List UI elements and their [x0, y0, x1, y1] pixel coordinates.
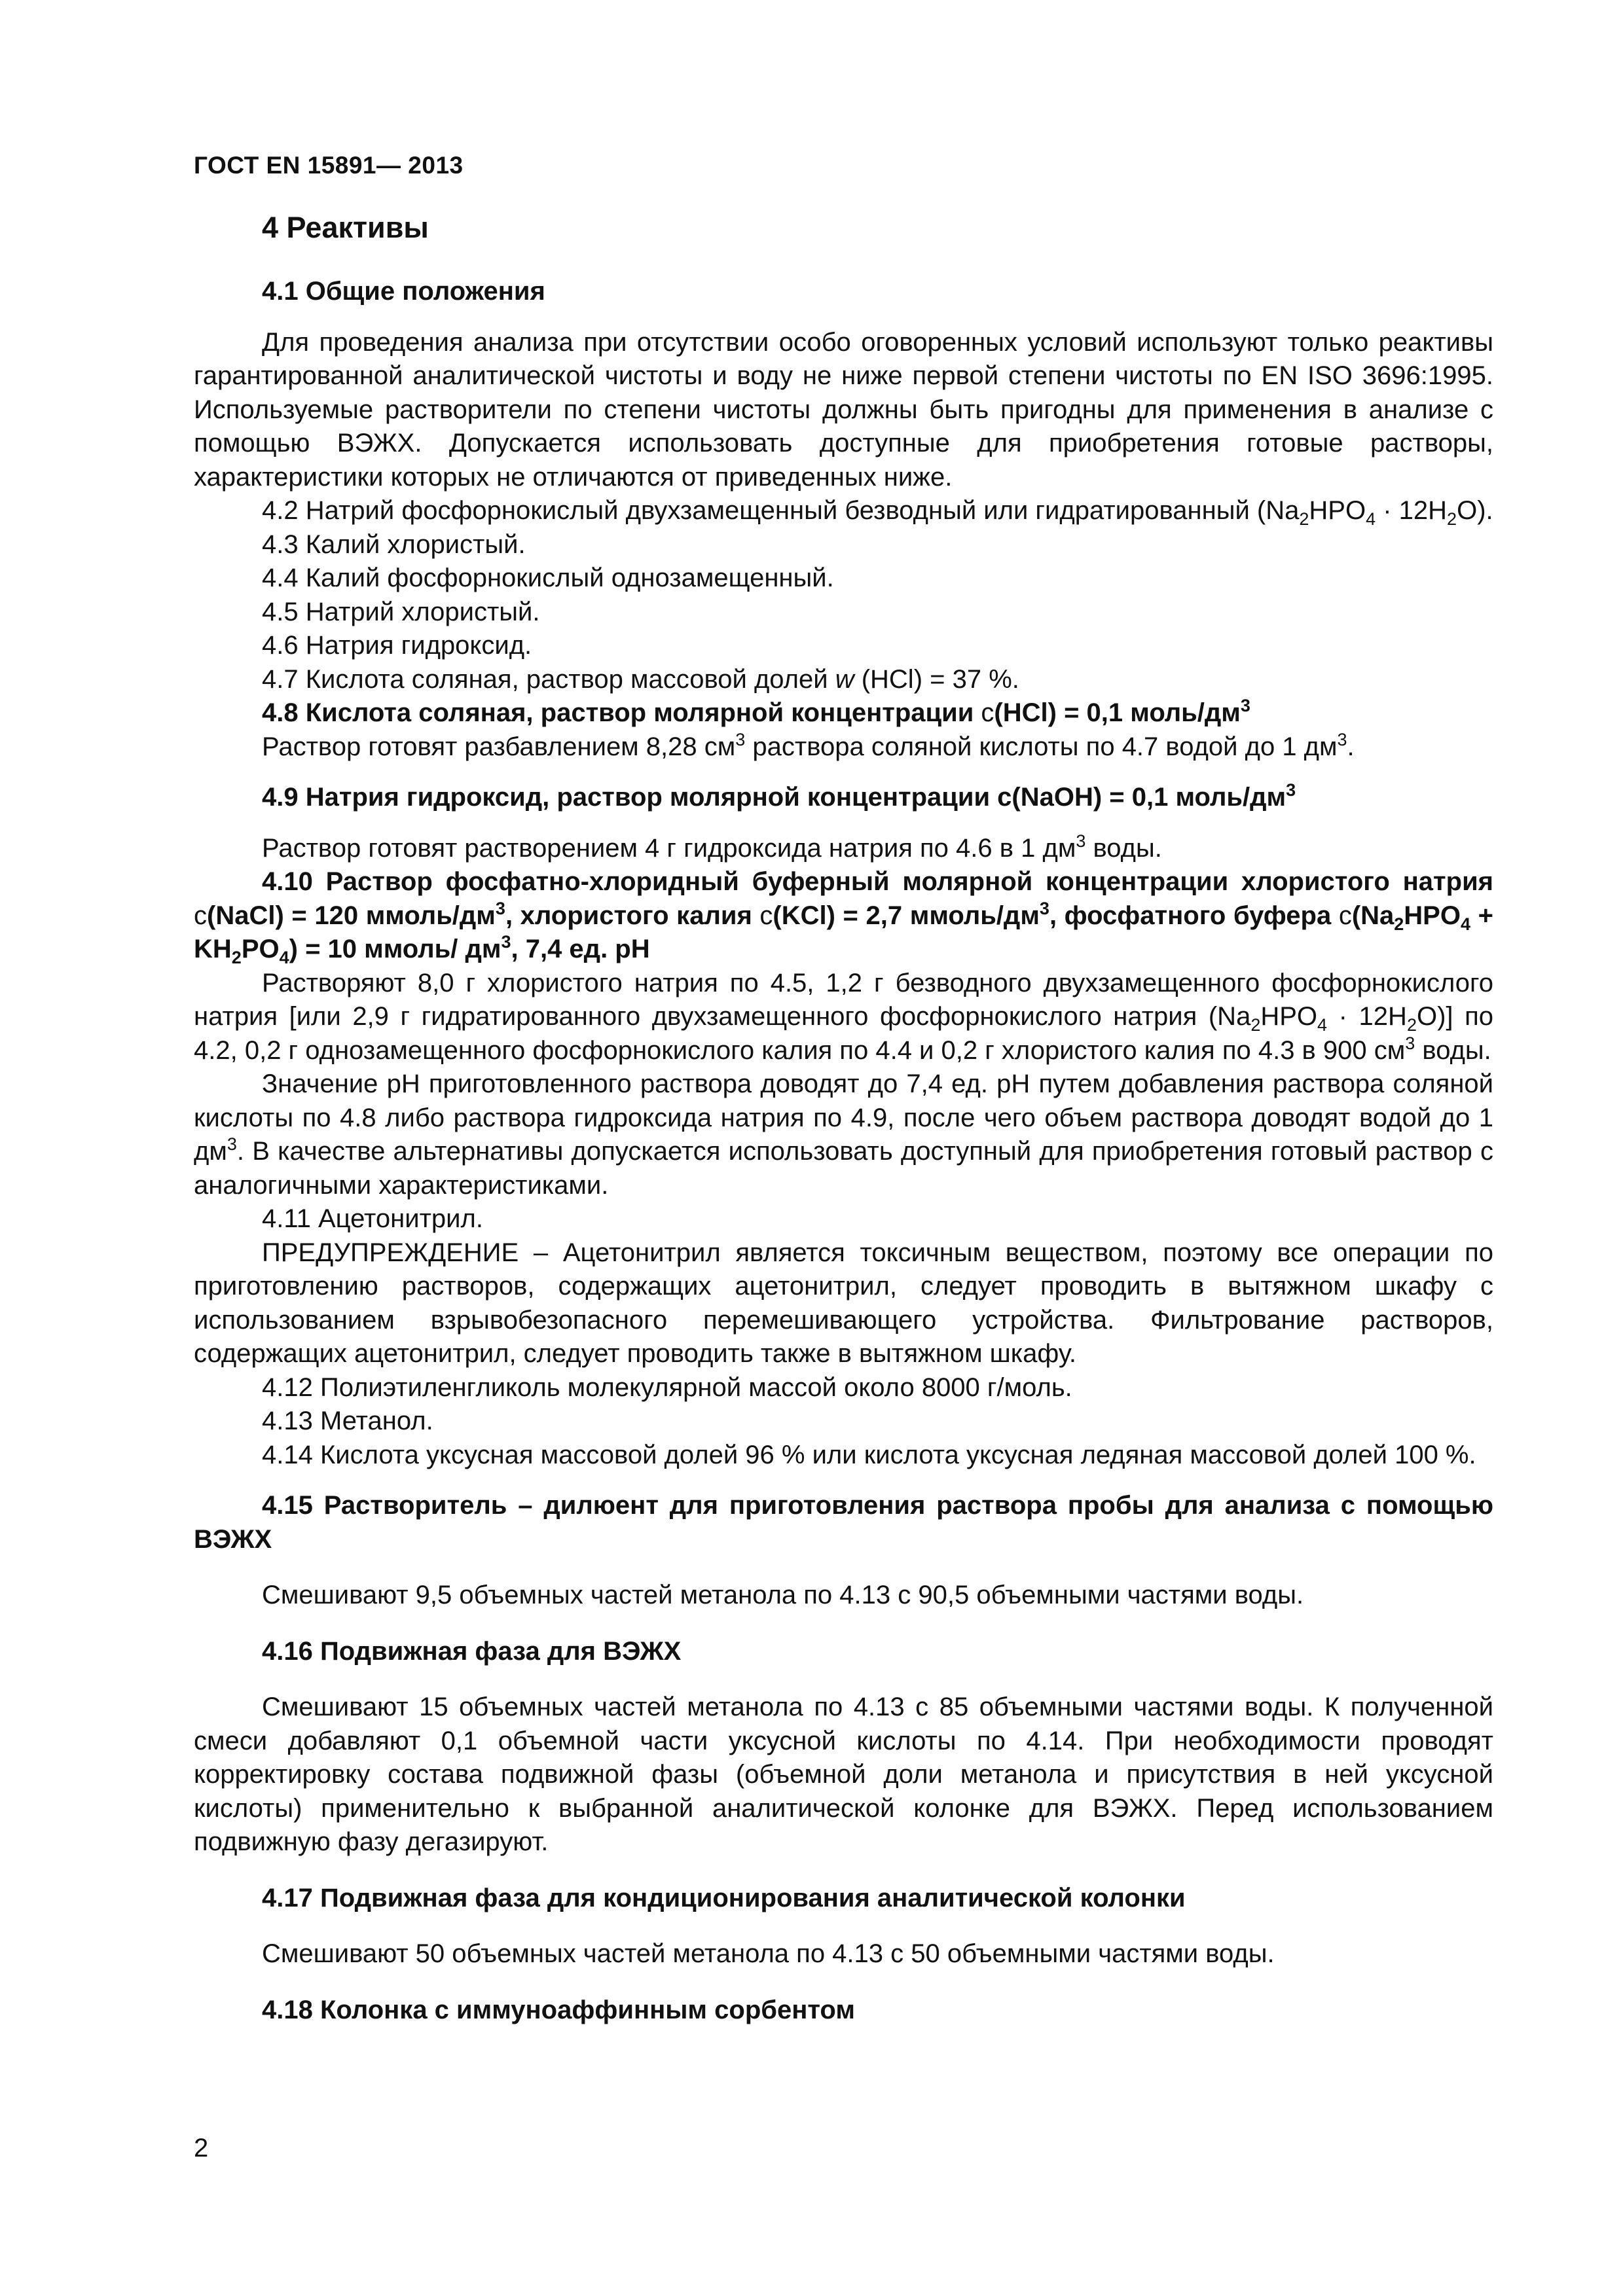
heading-4-10: 4.10 Раствор фосфатно-хлоридный буферный молярной концентрации хлористого натрия с(NaCl) = 120 ммоль/$дм^3$, хлористого калия с(KCl) = 2,7 ммоль/$дм^3$, фосфатного буфера $с(Na_2HPO_4 + KH_2PO_4) = 10$ ммоль/ $дм^3$, 7,4 ед. pH: [194, 867, 1493, 967]
paragraph-4-2: 4.2 Натрий фосфорнокислый двухзамещенный безводный или гидратированный $(Na_2HPO_4 \cdot 12H_2O)$.: [262, 496, 1493, 529]
paragraph-4-1: Для проведения анализа при отсутствии особо оговоренных условий используют только реактивы гарантированной аналитической чистоты и воду не ниже первой степени чистоты по EN ISO 3696:1995. Используемые растворители по степени чистоты должны быть пригодны для применения в анализе с помощью ВЭЖХ. Допускается использовать доступные для приобретения готовые растворы, характеристики которых не отличаются от приведенных ниже.: [194, 327, 1493, 492]
paragraph-4-3: 4.3 Калий хлористый.: [262, 529, 526, 559]
paragraph-4-4: 4.4 Калий фосфорнокислый однозамещенный.: [262, 564, 834, 592]
paragraph-4-8: Раствор готовят разбавлением 8,28 $см^3$ раствора соляной кислоты по 4.7 водой до 1 $дм^3$.: [262, 729, 1355, 761]
paragraph-4-17: Смешивают 50 объемных частей метанола по 4.13 с 50 объемными частями воды.: [262, 1939, 1275, 1968]
heading-4-17: 4.17 Подвижная фаза для кондиционирования аналитической колонки: [262, 1883, 1186, 1912]
paragraph-4-7: 4.7 Кислота соляная, раствор массовой долей w (HCl) = 37 %.: [262, 664, 1019, 694]
heading-4-16: 4.16 Подвижная фаза для ВЭЖХ: [262, 1636, 682, 1666]
paragraph-4-14: 4.14 Кислота уксусная массовой долей 96 % или кислота уксусная ледяная массовой долей 100 %.: [262, 1440, 1476, 1469]
heading-4-18: 4.18 Колонка с иммуноаффинным сорбентом: [262, 1995, 855, 2024]
heading-4-9: 4.9 Натрия гидроксид, раствор молярной концентрации с(NaOH) = 0,1 моль/$дм^3$: [262, 780, 1296, 812]
paragraph-4-6: 4.6 Натрия гидроксид.: [262, 631, 532, 660]
paragraph-4-5: 4.5 Натрий хлористый.: [262, 597, 540, 626]
heading-4-8: 4.8 Кислота соляная, раствор молярной концентрации с(HCl) = 0,1 моль/$дм^3$: [262, 696, 1250, 727]
paragraph-4-10: Растворяют 8,0 г хлористого натрия по 4.5, 1,2 г безводного двухзамещенного фосфорнокислого натрия [или 2,9 г гидратированного двухзамещенного фосфорнокислого натрия $(Na_2HPO_4 \cdot 12H_2O)$] по 4.2, 0,2 г однозамещенного фосфорнокислого калия по 4.4 и 0,2 г хлористого калия по 4.3 в 900 $см^3$ воды.: [194, 968, 1493, 1065]
heading-4-15: 4.15 Растворитель – дилюент для приготовления раствора пробы для анализа с помощью ВЭЖХ: [194, 1491, 1493, 1554]
page-number: 2: [194, 2134, 209, 2162]
paragraph-4-11: 4.11 Ацетонитрил.: [262, 1204, 483, 1233]
paragraph-4-10-ph: Значение pH приготовленного раствора доводят до 7,4 ед. pH путем добавления раствора соляной кислоты по 4.8 либо раствора гидроксида натрия по 4.9, после чего объем раствора доводят водой до 1 $дм^3$. В качестве альтернативы допускается использовать доступный для приобретения готовый раствор с аналогичными характеристиками.: [194, 1069, 1493, 1200]
paragraph-4-9: Раствор готовят растворением 4 г гидроксида натрия по 4.6 в 1 $дм^3$ воды.: [262, 831, 1162, 863]
section-title: 4 Реактивы: [262, 211, 429, 244]
document-header: ГОСТ EN 15891— 2013: [194, 152, 464, 179]
heading-4-1: 4.1 Общие положения: [262, 277, 545, 306]
paragraph-4-12: 4.12 Полиэтиленгликоль молекулярной массой около 8000 г/моль.: [262, 1372, 1072, 1402]
paragraph-4-13: 4.13 Метанол.: [262, 1407, 433, 1435]
paragraph-4-15: Смешивают 9,5 объемных частей метанола по 4.13 с 90,5 объемными частями воды.: [262, 1581, 1304, 1609]
document-body: [194, 275, 1493, 2027]
paragraph-4-16: Смешивают 15 объемных частей метанола по 4.13 с 85 объемными частями воды. К полученной смеси добавляют 0,1 объемной части уксусной кислоты по 4.14. При необходимости проводят корректировку состава подвижной фазы (объемной доли метанола и присутствия в ней уксусной кислоты) применительно к выбранной аналитической колонке для ВЭЖХ. Перед использованием подвижную фазу дегазируют.: [194, 1693, 1493, 1856]
warning-4-11: ПРЕДУПРЕЖДЕНИЕ – Ацетонитрил является токсичным веществом, поэтому все операции по приготовлению растворов, содержащих ацетонитрил, следует проводить в вытяжном шкафу с использованием взрывобезопасного перемешивающего устройства. Фильтрование растворов, содержащих ацетонитрил, следует проводить также в вытяжном шкафу.: [194, 1238, 1493, 1368]
